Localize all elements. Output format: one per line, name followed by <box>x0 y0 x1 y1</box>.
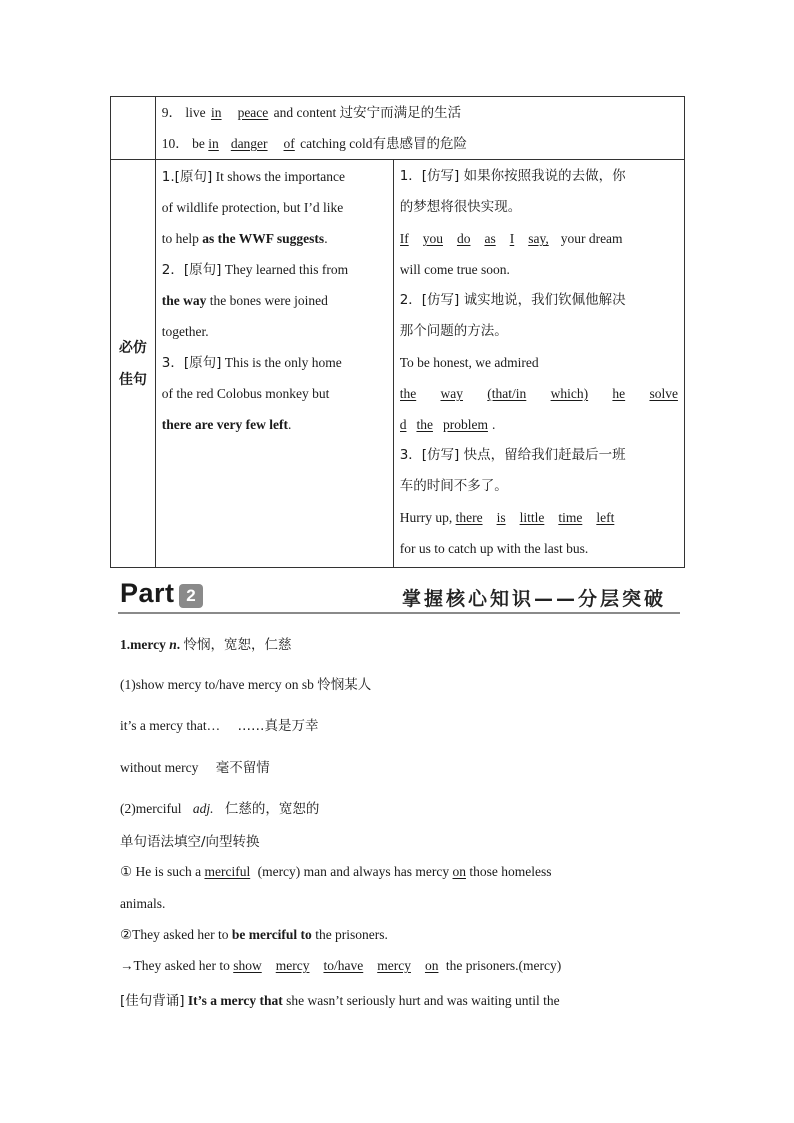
divider <box>118 612 680 614</box>
blank-answer: on <box>424 958 439 973</box>
original-1-line-2: of wildlife protection, but I’d like <box>161 200 344 215</box>
phrase-cell <box>155 97 684 160</box>
blank-answer: danger <box>230 136 268 151</box>
imitation-3-en-1: Hurry up, there is little time left <box>399 510 615 525</box>
phrase-line-3: without mercy 毫不留情 <box>120 760 270 776</box>
blank-answer: If <box>399 231 409 246</box>
blank-answer: mercy <box>377 958 411 973</box>
table-row <box>111 97 685 160</box>
imitation-3-cn-1: 3．[仿写] 快点，留给我们赶最后一班 <box>399 447 626 463</box>
blank-answer: in <box>211 105 222 120</box>
part-title: 掌握核心知识——分层突破 <box>401 588 666 610</box>
blank-answer: peace <box>237 105 269 120</box>
exercise-title: 单句语法填空/向型转换 <box>120 834 260 850</box>
blank-answer: the <box>399 386 417 401</box>
imitation-1-en-1: If you do as I say, your dream <box>399 231 623 246</box>
blank-answer: he <box>612 386 626 401</box>
blank-answer: in <box>208 136 219 151</box>
blank-answer: I <box>509 231 515 246</box>
blank-answer: do <box>456 231 471 246</box>
empty-label-cell <box>111 97 156 160</box>
exercise-1-line-2: animals. <box>120 896 166 911</box>
original-3-line-1: 3．[原句] This is the only home <box>161 355 342 371</box>
exercise-2: ②They asked her to be merciful to the prisoners. <box>120 927 388 942</box>
imitation-3-en-2: for us to catch up with the last bus. <box>399 541 589 556</box>
blank-answer: of <box>283 136 295 151</box>
imitation-2-en-1: To be honest, we admired <box>399 355 539 370</box>
exercise-1-line-1: ① He is such a merciful (mercy) man and always has mercy on those homeless <box>120 864 552 879</box>
blank-answer: on <box>452 864 466 879</box>
imitation-3-cn-2: 车的时间不多了。 <box>399 478 508 494</box>
blank-answer: left <box>596 510 615 525</box>
original-sentences-cell <box>155 160 393 568</box>
imitation-2-en-3: d the problem . <box>399 417 496 432</box>
table-row <box>111 160 685 568</box>
phrase-item-9: 9． live in peace and content 过安宁而满足的生活 <box>161 105 462 121</box>
blank-answer: as <box>484 231 496 246</box>
blank-answer: there <box>455 510 483 525</box>
phrase-item-10: 10． be in danger of catching cold有患感冒的危险 <box>161 136 468 152</box>
row-label: 必仿 佳句 <box>111 160 156 568</box>
original-2-line-3: together. <box>161 324 209 339</box>
part-label: Part <box>120 578 175 608</box>
original-2-line-2: the way the bones were joined <box>161 293 328 308</box>
blank-answer: the <box>416 417 433 432</box>
blank-answer: problem <box>442 417 488 432</box>
blank-answer: is <box>496 510 506 525</box>
blank-answer: show <box>233 958 262 973</box>
phrase-line-1: (1)show mercy to/have mercy on sb 怜悯某人 <box>120 677 372 693</box>
imitation-2-cn-1: 2．[仿写] 诚实地说，我们钦佩他解决 <box>399 292 626 308</box>
blank-answer: way <box>440 386 463 401</box>
imitation-sentences-cell <box>393 160 684 568</box>
blank-answer: time <box>558 510 583 525</box>
exercise-3: →They asked her to show mercy to/have mercy on the prisoners.(mercy) <box>120 958 562 973</box>
blank-answer: solve <box>649 386 678 401</box>
original-1-line-3: to help as the WWF suggests. <box>161 231 328 246</box>
phrase-line-2: it’s a mercy that… ……真是万幸 <box>120 718 319 734</box>
blank-answer: little <box>519 510 545 525</box>
original-3-line-2: of the red Colobus monkey but <box>161 386 330 401</box>
original-2-line-1: 2．[原句] They learned this from <box>161 262 349 278</box>
original-3-line-3: there are very few left. <box>161 417 292 432</box>
blank-answer: mercy <box>275 958 310 973</box>
blank-answer: which) <box>550 386 589 401</box>
exercise-4: [佳句背诵] It’s a mercy that she wasn’t seriously hurt and was waiting until the <box>120 993 560 1009</box>
imitation-1-cn-1: 1．[仿写] 如果你按照我说的去做，你 <box>399 168 626 184</box>
entry-heading: 1.mercy n. 怜悯，宽恕，仁慈 <box>120 637 292 653</box>
imitation-1-cn-2: 的梦想将很快实现。 <box>399 199 522 215</box>
imitation-1-en-2: will come true soon. <box>399 262 510 277</box>
phrase-table <box>110 96 685 568</box>
blank-answer: you <box>422 231 443 246</box>
imitation-2-cn-2: 那个问题的方法。 <box>399 323 508 339</box>
part-heading <box>118 578 680 614</box>
original-1-line-1: 1.[原句] It shows the importance <box>161 169 345 185</box>
imitation-2-en-2 <box>400 378 678 409</box>
blank-answer: d <box>399 417 407 432</box>
blank-answer: merciful <box>204 864 251 879</box>
blank-answer: (that/in <box>487 386 527 401</box>
blank-answer: say, <box>528 231 549 246</box>
part-number-badge: 2 <box>179 584 203 608</box>
phrase-line-4: (2)merciful adj. 仁慈的，宽恕的 <box>120 801 320 817</box>
blank-answer: to/have <box>323 958 364 973</box>
